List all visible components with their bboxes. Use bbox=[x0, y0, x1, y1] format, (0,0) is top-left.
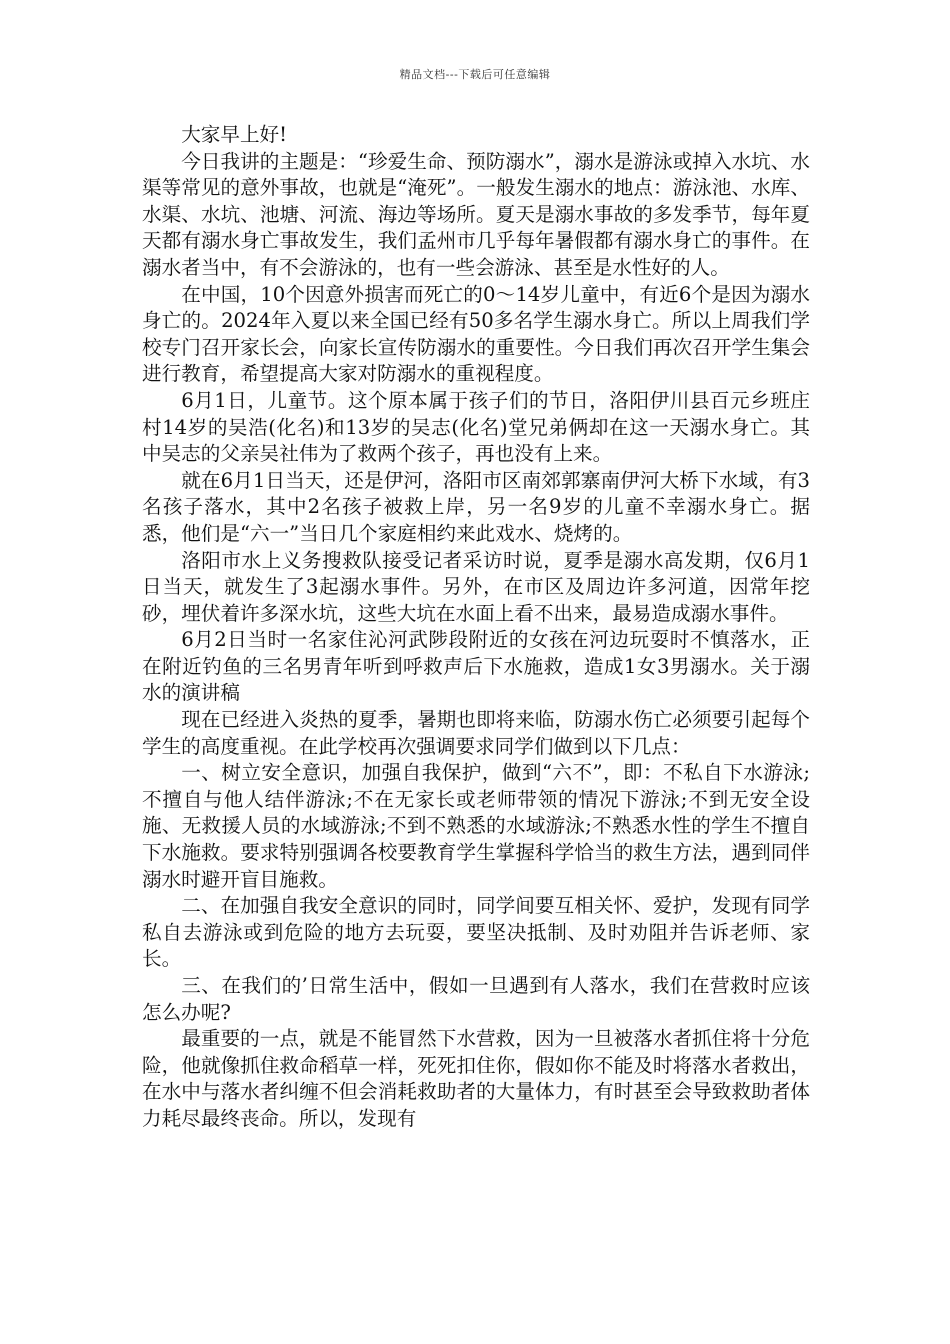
document-body bbox=[142, 122, 810, 1133]
paragraph: 大家早上好! bbox=[181, 123, 288, 146]
paragraph: 今日我讲的主题是：“珍爱生命、预防溺水”，溺水是游泳或掉入水坑、水渠等常见的意外事故，也就是“淹死”。一般发生溺水的地点：游泳池、水库、水渠、水坑、池塘、河流、海边等场所。夏天是溺水事故的多发季节，每年夏天都有溺水身亡事故发生，我们孟州市几乎每年暑假都有溺水身亡的事件。在溺水者当中，有不会游泳的，也有一些会游泳、甚至是水性好的人。 bbox=[142, 149, 810, 279]
paragraph: 三、在我们的’日常生活中，假如一旦遇到有人落水，我们在营救时应该怎么办呢? bbox=[142, 974, 810, 1024]
paragraph: 二、在加强自我安全意识的同时，同学间要互相关怀、爱护，发现有同学私自去游泳或到危险的地方去玩耍，要坚决抵制、及时劝阻并告诉老师、家长。 bbox=[142, 894, 810, 971]
paragraph: 洛阳市水上义务搜救队接受记者采访时说，夏季是溺水高发期，仅6月1日当天，就发生了3起溺水事件。另外，在市区及周边许多河道，因常年挖砂，埋伏着许多深水坑，这些大坑在水面上看不出来，最易造成溺水事件。 bbox=[142, 548, 810, 625]
paragraph: 最重要的一点，就是不能冒然下水营救，因为一旦被落水者抓住将十分危险，他就像抓住救命稻草一样，死死扣住你，假如你不能及时将落水者救出，在水中与落水者纠缠不但会消耗救助者的大量体力，有时甚至会导致救助者体力耗尽最终丧命。所以，发现有 bbox=[142, 1027, 810, 1130]
page-header: 精品文档---下载后可任意编辑 bbox=[399, 68, 551, 81]
paragraph: 现在已经进入炎热的夏季，暑期也即将来临，防溺水伤亡必须要引起每个学生的高度重视。在此学校再次强调要求同学们做到以下几点： bbox=[142, 708, 810, 758]
paragraph: 一、树立安全意识，加强自我保护，做到“六不”，即：不私自下水游泳;不擅自与他人结伴游泳;不在无家长或老师带领的情况下游泳;不到无安全设施、无救援人员的水域游泳;不到不熟悉的水域游泳;不熟悉水性的学生不擅自下水施救。要求特别强调各校要教育学生掌握科学恰当的救生方法，遇到同伴溺水时避开盲目施救。 bbox=[142, 761, 810, 891]
paragraph: 在中国，10个因意外损害而死亡的0～14岁儿童中，有近6个是因为溺水身亡的。2024年入夏以来全国已经有50多名学生溺水身亡。所以上周我们学校专门召开家长会，向家长宣传防溺水的重要性。今日我们再次召开学生集会进行教育，希望提高大家对防溺水的重视程度。 bbox=[142, 282, 810, 386]
paragraph: 6月2日当时一名家住沁河武陟段附近的女孩在河边玩耍时不慎落水，正在附近钓鱼的三名男青年听到呼救声后下水施救，造成1女3男溺水。关于溺水的演讲稿 bbox=[142, 628, 810, 705]
paragraph: 6月1日，儿童节。这个原本属于孩子们的节日，洛阳伊川县百元乡班庄村14岁的吴浩(化名)和13岁的吴志(化名)堂兄弟俩却在这一天溺水身亡。其中吴志的父亲吴社伟为了救两个孩子，再也没有上来。 bbox=[142, 388, 810, 466]
paragraph: 就在6月1日当天，还是伊河，洛阳市区南郊郭寨南伊河大桥下水域，有3名孩子落水，其中2名孩子被救上岸，另一名9岁的儿童不幸溺水身亡。据悉，他们是“六一”当日几个家庭相约来此戏水、烧烤的。 bbox=[142, 468, 810, 545]
